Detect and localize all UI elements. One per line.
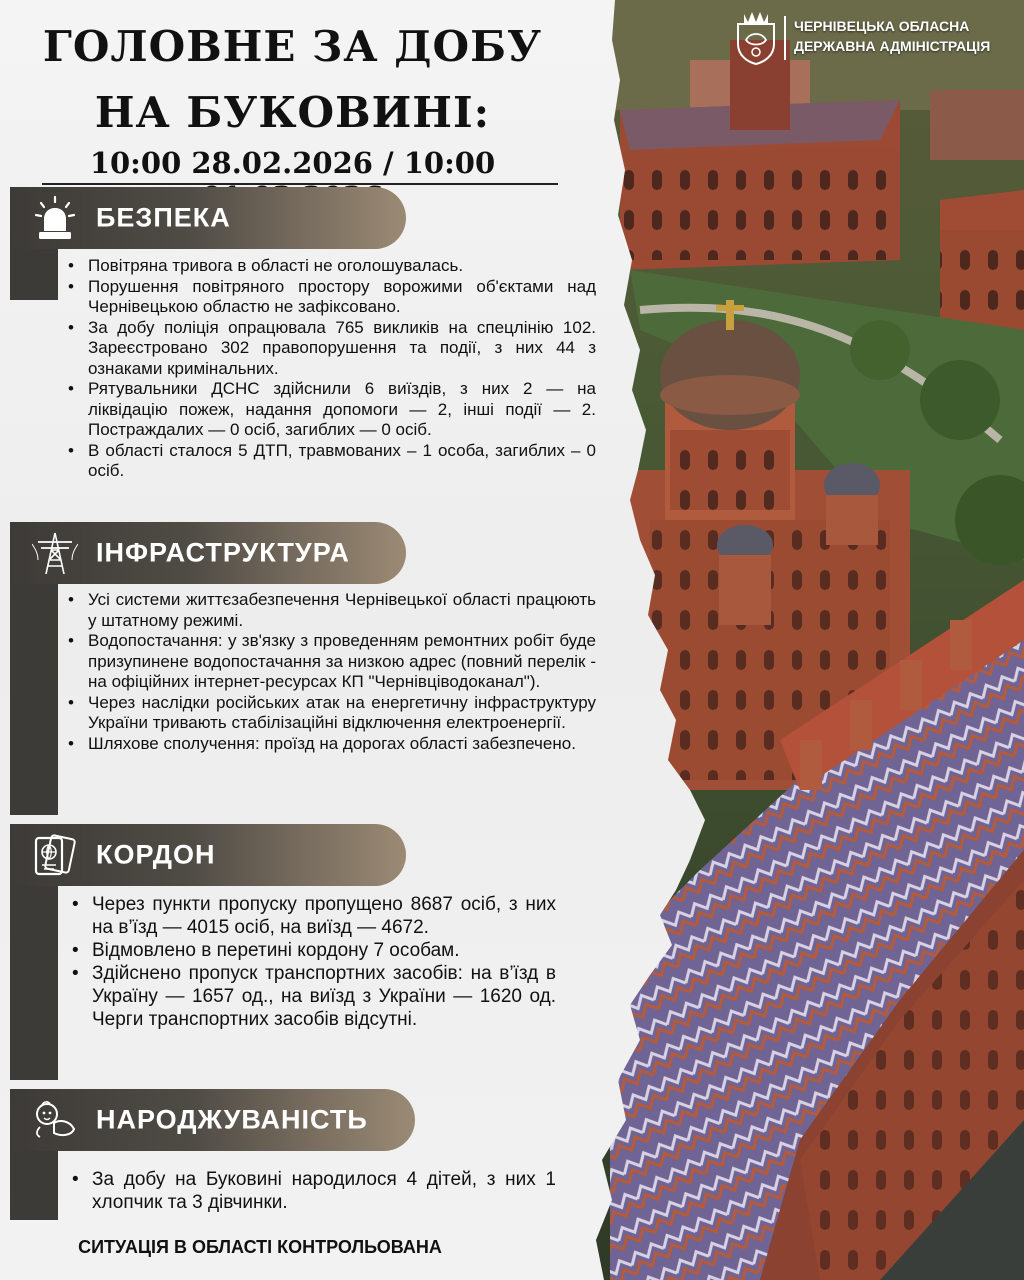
list-item: • Водопостачання: у зв'язку з проведенням ремонтних робіт буде призупинене водопостачання за низкою адрес (повний перелік - на офіційних інтернет-ресурсах КП "Чернівціводоканал"). <box>64 631 596 693</box>
list-item: • Усі системи життєзабезпечення Чернівецької області працюють у штатному режимі. <box>64 590 596 631</box>
section-header-security <box>10 187 406 249</box>
border-list <box>68 893 556 1031</box>
header-rule <box>42 183 558 185</box>
births-list <box>68 1168 556 1214</box>
power-line-icon <box>32 530 78 576</box>
list-item: • За добу поліція опрацювала 765 викликів на спецлінію 102. Зареєстровано 302 правопорушення та події, з них 44 з ознаками кримінальних. <box>64 318 596 380</box>
security-list <box>64 256 596 482</box>
list-item: • Через наслідки російських атак на енергетичну інфраструктуру України тривають стабілізаційні відключення електроенергії. <box>64 693 596 734</box>
border-side-panel <box>10 855 58 1080</box>
section-header-births <box>10 1089 415 1151</box>
list-item: • Здійснено пропуск транспортних засобів: на в’їзд в Україну — 1657 од., на виїзд з України — 1620 од. Черги транспортних засобів відсутні. <box>68 962 556 1031</box>
infrastructure-list <box>64 590 596 754</box>
logo-line-1: ЧЕРНІВЕЦЬКА ОБЛАСНА <box>794 18 970 34</box>
footer-status: СИТУАЦІЯ В ОБЛАСТІ КОНТРОЛЬОВАНА <box>78 1237 442 1257</box>
list-item: • Через пункти пропуску пропущено 8687 осіб, з них на в’їзд — 4015 осіб, на виїзд — 4672. <box>68 893 556 939</box>
infrastructure-side-panel <box>10 553 58 815</box>
baby-icon <box>32 1097 78 1143</box>
section-title-infrastructure: ІНФРАСТРУКТУРА <box>96 537 350 568</box>
passport-icon <box>32 832 78 878</box>
page-title-line-2: НА БУКОВИНІ: <box>94 88 491 137</box>
list-item: • Шляхове сполучення: проїзд на дорогах області забезпечено. <box>64 734 596 755</box>
list-item: • Відмовлено в перетині кордону 7 особам. <box>68 939 556 962</box>
list-item: • Рятувальники ДСНС здійснили 6 виїздів, з них 2 — на ліквідацію пожеж, надання допомоги — 2, інші події — 2. Постраждалих — 0 осіб, загиблих — 0 осіб. <box>64 379 596 441</box>
date-range: 10:00 28.02.2026 / 10:00 <box>89 146 496 180</box>
section-header-border <box>10 824 406 886</box>
siren-icon <box>32 195 78 241</box>
section-header-infrastructure <box>10 522 406 584</box>
page-title-line-1: ГОЛОВНЕ ЗА ДОБУ <box>42 22 543 71</box>
coat-of-arms-icon <box>734 10 778 66</box>
list-item: • В області сталося 5 ДТП, травмованих – 1 особа, загиблих – 0 осіб. <box>64 441 596 482</box>
list-item: • За добу на Буковині народилося 4 дітей, з них 1 хлопчик та 3 дівчинки. <box>68 1168 556 1214</box>
list-item: • Повітряна тривога в області не оголошувалась. <box>64 256 596 277</box>
region-administration-logo <box>734 10 1024 70</box>
section-title-border: КОРДОН <box>96 839 216 870</box>
logo-divider <box>784 16 786 60</box>
logo-line-2: ДЕРЖАВНА АДМІНІСТРАЦІЯ <box>794 38 991 54</box>
list-item: • Порушення повітряного простору ворожими об'єктами над Чернівецькою областю не зафіксовано. <box>64 277 596 318</box>
section-title-security: БЕЗПЕКА <box>96 202 231 233</box>
section-title-births: НАРОДЖУВАНІСТЬ <box>96 1104 368 1135</box>
